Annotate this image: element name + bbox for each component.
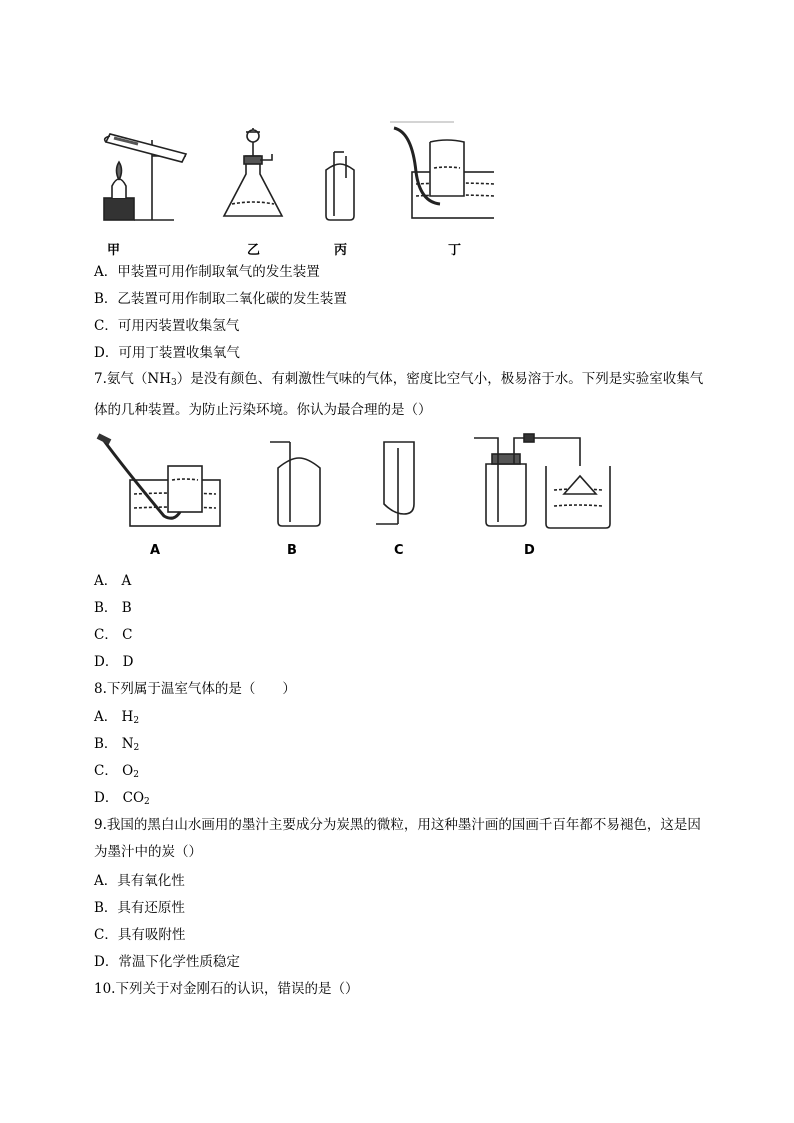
figure-2-label-b: B: [287, 543, 297, 558]
q6-option-a: A．甲装置可用作制取氧气的发生装置: [94, 264, 320, 280]
q8-option-d-text: D． CO: [94, 790, 145, 806]
q7-stem: [94, 366, 706, 424]
figure-2-label-c: C: [394, 543, 404, 558]
figure-1-label-yi: 乙: [247, 243, 261, 258]
q6-option-c: C．可用丙装置收集氢气: [94, 318, 240, 334]
apparatus-figure-2-drawing: [94, 428, 624, 560]
q8-option-b-sub: 2: [133, 743, 140, 753]
q6-option-d: D．可用丁装置收集氧气: [94, 345, 240, 361]
q8-option-b-text: B． N: [94, 736, 134, 752]
q8-option-c-text: C． O: [94, 763, 134, 779]
q8-option-d: [94, 789, 150, 811]
q6-option-b: B．乙装置可用作制取二氧化碳的发生装置: [94, 291, 347, 307]
q8-option-a: [94, 708, 139, 730]
q10-stem: 10.下列关于对金刚石的认识，错误的是（）: [94, 981, 359, 997]
q7-stem-part-1: 7.氨气（NH: [94, 371, 171, 387]
q8-option-d-sub: 2: [144, 797, 150, 807]
q8-option-a-text: A． H: [94, 709, 134, 725]
q8-option-c: [94, 762, 139, 784]
q7-option-a: A． A: [94, 573, 132, 589]
q8-option-c-sub: 2: [133, 770, 139, 780]
q9-option-c: C．具有吸附性: [94, 927, 186, 943]
figure-1-label-bing: 丙: [334, 243, 348, 258]
q7-stem-subscript: 3: [170, 378, 177, 388]
q8-stem: 8.下列属于温室气体的是（ ）: [94, 681, 296, 697]
q9-option-a: A．具有氧化性: [94, 873, 185, 889]
figure-1-label-ding: 丁: [448, 243, 462, 258]
q7-option-b: B． B: [94, 600, 132, 616]
q8-option-a-sub: 2: [133, 716, 140, 726]
figure-2-label-d: D: [524, 543, 535, 558]
q7-option-c: C． C: [94, 627, 133, 643]
apparatus-figure-2: [94, 428, 624, 560]
q9-option-b: B．具有还原性: [94, 900, 185, 916]
q7-stem-part-2: ）是没有颜色、有刺激性气味的气体，密度比空气小，极易溶于水。下列是实验室收集气体的几种装置。为防止污染环境。你认为最合理的是（）: [94, 371, 704, 418]
figure-2-label-a: A: [150, 543, 161, 558]
apparatus-figure-1: [94, 112, 494, 257]
q9-stem: 9.我国的黑白山水画用的墨汁主要成分为炭黑的微粒，用这种墨汁画的国画千百年都不易褪色，这是因为墨汁中的炭（）: [94, 817, 701, 860]
q9-option-d: D．常温下化学性质稳定: [94, 954, 240, 970]
apparatus-figure-1-drawing: [94, 112, 494, 257]
figure-1-label-jia: 甲: [107, 243, 121, 258]
q7-option-d: D． D: [94, 654, 134, 670]
q8-option-b: [94, 735, 139, 757]
